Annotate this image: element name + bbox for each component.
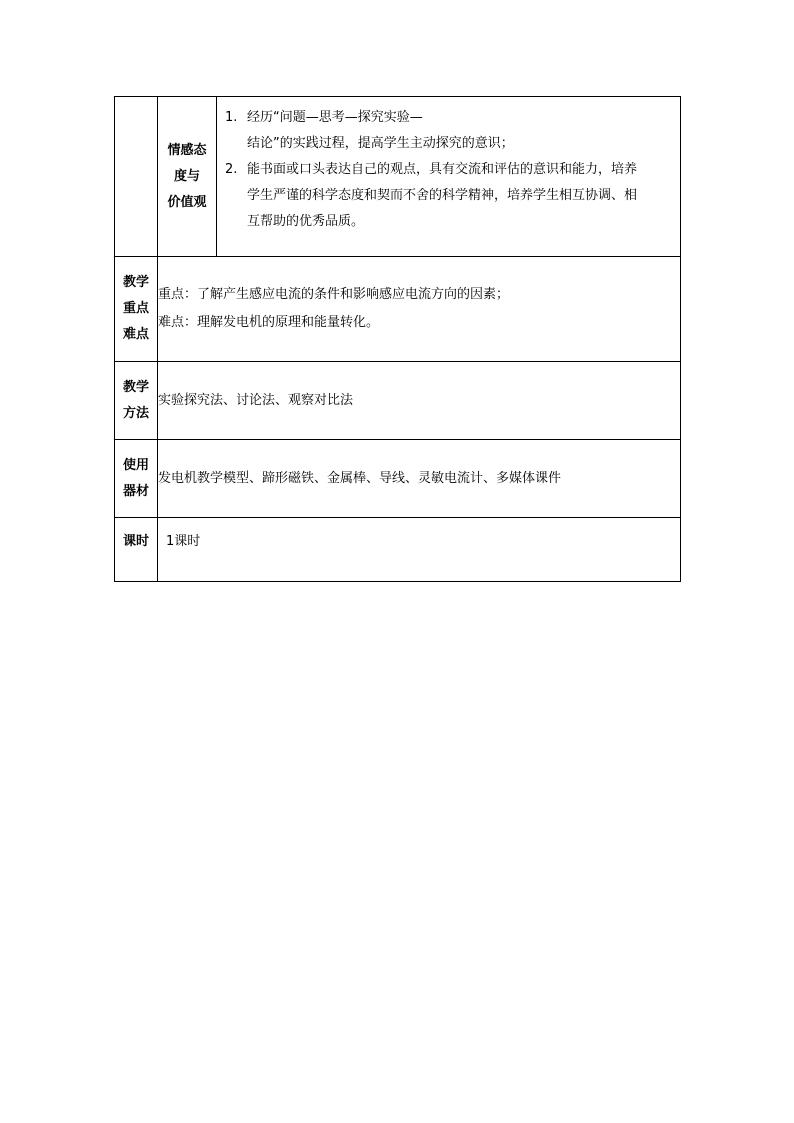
lesson-plan-table <box>114 96 681 582</box>
label-line: 教学 <box>122 275 149 290</box>
row-key-difficult-points <box>115 257 681 362</box>
class-hours-content: 1课时 <box>158 518 681 582</box>
emotion-content <box>217 97 680 256</box>
label-line: 重点 <box>122 301 149 316</box>
class-hours-label: 课时 <box>115 518 158 582</box>
label-line: 使用 <box>122 457 149 473</box>
row-emotion-attitude-values <box>115 97 681 257</box>
row-equipment <box>115 440 681 518</box>
key-points-label <box>115 257 158 362</box>
emotion-item-2-continued: 互帮助的优秀品质。 <box>247 214 365 229</box>
emotion-sub-label <box>158 97 217 256</box>
item-number: 2. <box>225 162 238 177</box>
emotion-item-2-continued: 学生严谨的科学态度和契而不舍的科学精神，培养学生相互协调、相 <box>247 188 638 203</box>
label-line: 器材 <box>122 483 149 499</box>
emotion-item-1 <box>225 105 666 131</box>
label-line: 难点 <box>122 327 149 342</box>
emotion-item-2 <box>225 157 666 183</box>
item-text: 经历“问题—思考—探究实验— <box>247 110 423 125</box>
difficulty-text: 难点：理解发电机的原理和能量转化。 <box>158 315 380 330</box>
row-class-hours <box>115 518 681 582</box>
empty-category-cell <box>115 97 158 257</box>
item-number: 1. <box>225 110 238 125</box>
emotion-label-line1: 情感态 <box>167 142 207 158</box>
teaching-method-content: 实验探究法、讨论法、观察对比法 <box>158 362 681 440</box>
teaching-method-label <box>115 362 158 440</box>
emotion-label-line3: 价值观 <box>167 194 207 210</box>
key-points-content <box>158 257 681 362</box>
emotion-item-1-continued: 结论”的实践过程，提高学生主动探究的意识； <box>247 136 514 151</box>
item-text: 能书面或口头表达自己的观点，具有交流和评估的意识和能力，培养 <box>247 162 638 177</box>
focus-text: 重点：了解产生感应电流的条件和影响感应电流方向的因素； <box>158 287 510 302</box>
emotion-label-line2: 度与 <box>173 168 200 184</box>
equipment-content: 发电机教学模型、蹄形磁铁、金属棒、导线、灵敏电流计、多媒体课件 <box>158 440 681 518</box>
equipment-label <box>115 440 158 518</box>
label-line: 教学 <box>122 379 149 395</box>
row-teaching-method <box>115 362 681 440</box>
emotion-cell <box>158 97 681 257</box>
label-line: 方法 <box>122 405 149 421</box>
